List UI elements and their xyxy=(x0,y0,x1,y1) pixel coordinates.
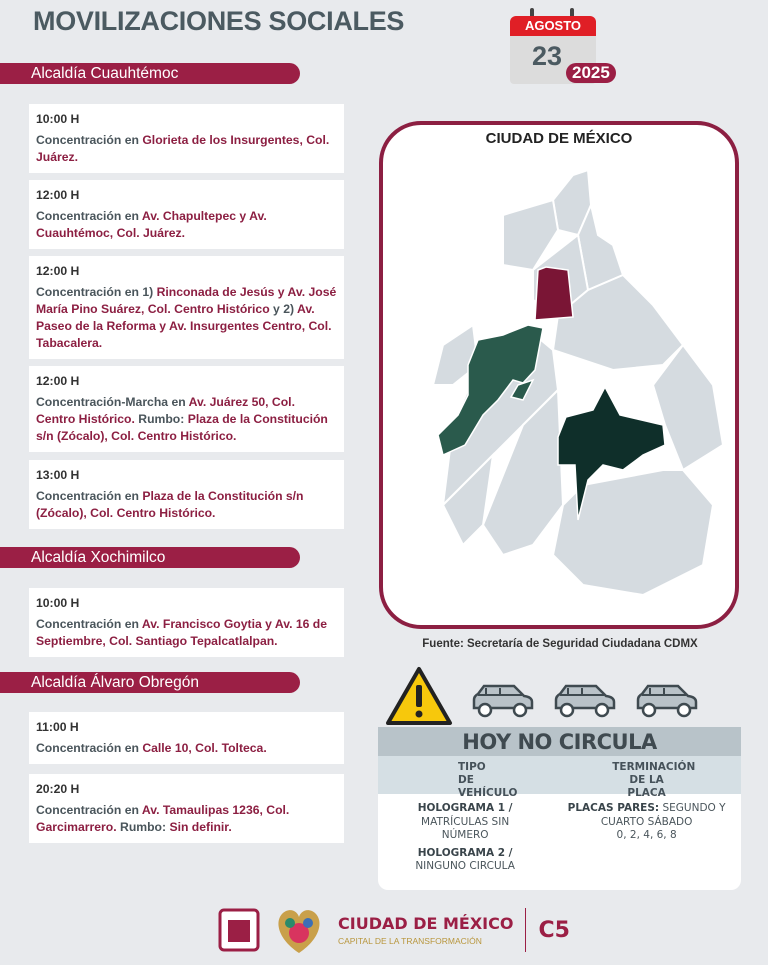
event-description xyxy=(36,802,337,836)
event-text: en xyxy=(121,803,142,817)
event-location: Av. Tamaulipas 1236, Col. Garcimarrero. xyxy=(36,803,290,834)
cdmx-shield-icon xyxy=(218,908,260,952)
event-card xyxy=(29,774,344,843)
event-text: en xyxy=(121,741,143,755)
event-text: y 2) xyxy=(269,302,297,316)
event-text: Concentración xyxy=(36,741,122,755)
event-location: Glorieta de los Insurgentes, Col. Juárez. xyxy=(36,133,330,164)
section-header: Alcaldía Cuauhtémoc xyxy=(0,63,300,84)
event-description xyxy=(36,616,337,650)
event-time: 10:00 H xyxy=(36,596,80,610)
event-card xyxy=(29,104,344,173)
event-card xyxy=(29,588,344,657)
event-location: Rinconada de Jesús y Av. José María Pino Suárez, Col. Centro Histórico xyxy=(36,285,337,316)
event-text: Concentración xyxy=(36,209,122,223)
footer-tagline: CAPITAL DE LA TRANSFORMACIÓN xyxy=(338,936,482,946)
hologram2-text: NINGUNO CIRCULA xyxy=(415,860,515,872)
footer-logos xyxy=(218,903,570,957)
calendar-year: 2025 xyxy=(566,63,616,83)
map-panel xyxy=(379,121,739,629)
event-text: 1) xyxy=(142,285,157,299)
event-text: Concentración xyxy=(36,803,122,817)
hologram1-text: MATRÍCULAS SIN NÚMERO xyxy=(421,815,510,841)
event-location: Calle 10, Col. Tolteca. xyxy=(142,741,267,755)
plates-text: SEGUNDO Y CUARTO SÁBADO xyxy=(600,802,726,828)
event-text: Concentración xyxy=(36,285,122,299)
event-description xyxy=(36,740,337,757)
source-text: Fuente: Secretaría de Seguridad Ciudadana CDMX xyxy=(422,638,698,650)
warning-icon xyxy=(385,665,453,727)
event-time: 11:00 H xyxy=(36,720,79,734)
event-description xyxy=(36,208,337,242)
event-location: Av. Paseo de la Reforma y Av. Insurgentes Centro, Col. Tabacalera. xyxy=(36,302,332,350)
event-card xyxy=(29,180,344,249)
hologram2-label: HOLOGRAMA 2 / xyxy=(417,846,513,859)
event-card xyxy=(29,460,344,529)
event-card xyxy=(29,712,344,764)
event-text: Rumbo: xyxy=(116,820,170,834)
event-text: Concentración xyxy=(36,489,122,503)
event-text: en xyxy=(121,489,143,503)
event-text: Concentración-Marcha xyxy=(36,395,169,409)
hoy-no-circula-panel xyxy=(378,727,741,890)
event-description xyxy=(36,488,337,522)
event-location: Av. Juárez 50, Col. Centro Histórico. xyxy=(36,395,295,426)
vehicle-type-header: TIPO DE VEHÍCULO xyxy=(458,761,518,799)
event-location: Av. Chapultepec y Av. Cuauhtémoc, Col. Juárez. xyxy=(36,209,267,240)
event-description xyxy=(36,284,337,352)
event-location: Plaza de la Constitución s/n (Zócalo), Col. Centro Histórico. xyxy=(36,412,328,443)
footer-brand: CIUDAD DE MÉXICO xyxy=(338,914,514,933)
event-description xyxy=(36,394,337,445)
event-time: 20:20 H xyxy=(36,782,80,796)
event-time: 12:00 H xyxy=(36,374,80,388)
section-header: Alcaldía Xochimilco xyxy=(0,547,300,568)
car-icon xyxy=(552,682,618,720)
event-text: Rumbo: xyxy=(134,412,188,426)
event-card xyxy=(29,256,344,359)
cdmx-map xyxy=(383,125,735,625)
section-header: Alcaldía Álvaro Obregón xyxy=(0,672,300,693)
calendar-day: 23 xyxy=(532,41,563,71)
plates-label: PLACAS PARES: xyxy=(567,802,660,814)
plates-digits: 0, 2, 4, 6, 8 xyxy=(616,829,677,841)
event-text: en xyxy=(168,395,189,409)
c5-logo: C5 xyxy=(538,917,570,943)
car-icon xyxy=(470,682,536,720)
event-location: Sin definir. xyxy=(169,820,232,834)
hologram1-label: HOLOGRAMA 1 / xyxy=(417,802,513,814)
heart-emblem-icon xyxy=(270,903,328,957)
event-text: Concentración xyxy=(36,133,122,147)
page-title: MOVILIZACIONES SOCIALES xyxy=(33,6,405,36)
calendar-icon xyxy=(510,8,610,84)
hoy-no-circula-title: HOY NO CIRCULA xyxy=(378,727,741,756)
event-text: en xyxy=(121,209,142,223)
event-time: 12:00 H xyxy=(36,188,80,202)
event-text: en xyxy=(121,617,142,631)
car-icon xyxy=(634,682,700,720)
event-time: 10:00 H xyxy=(36,112,80,126)
event-text: en xyxy=(121,285,143,299)
event-description xyxy=(36,132,337,166)
event-card xyxy=(29,366,344,452)
event-text: en xyxy=(121,133,143,147)
plate-ending-header: TERMINACIÓN DE LA PLACA xyxy=(612,761,696,799)
event-text: Concentración xyxy=(36,617,122,631)
event-location: Plaza de la Constitución s/n (Zócalo), Col. Centro Histórico. xyxy=(36,489,304,520)
calendar-month: AGOSTO xyxy=(510,16,596,36)
event-location: Av. Francisco Goytia y Av. 16 de Septiembre, Col. Santiago Tepalcatlalpan. xyxy=(36,617,328,648)
event-time: 13:00 H xyxy=(36,468,80,482)
map-region-cuauhtemoc xyxy=(535,267,573,320)
map-title: CIUDAD DE MÉXICO xyxy=(485,130,633,147)
event-time: 12:00 H xyxy=(36,264,80,278)
